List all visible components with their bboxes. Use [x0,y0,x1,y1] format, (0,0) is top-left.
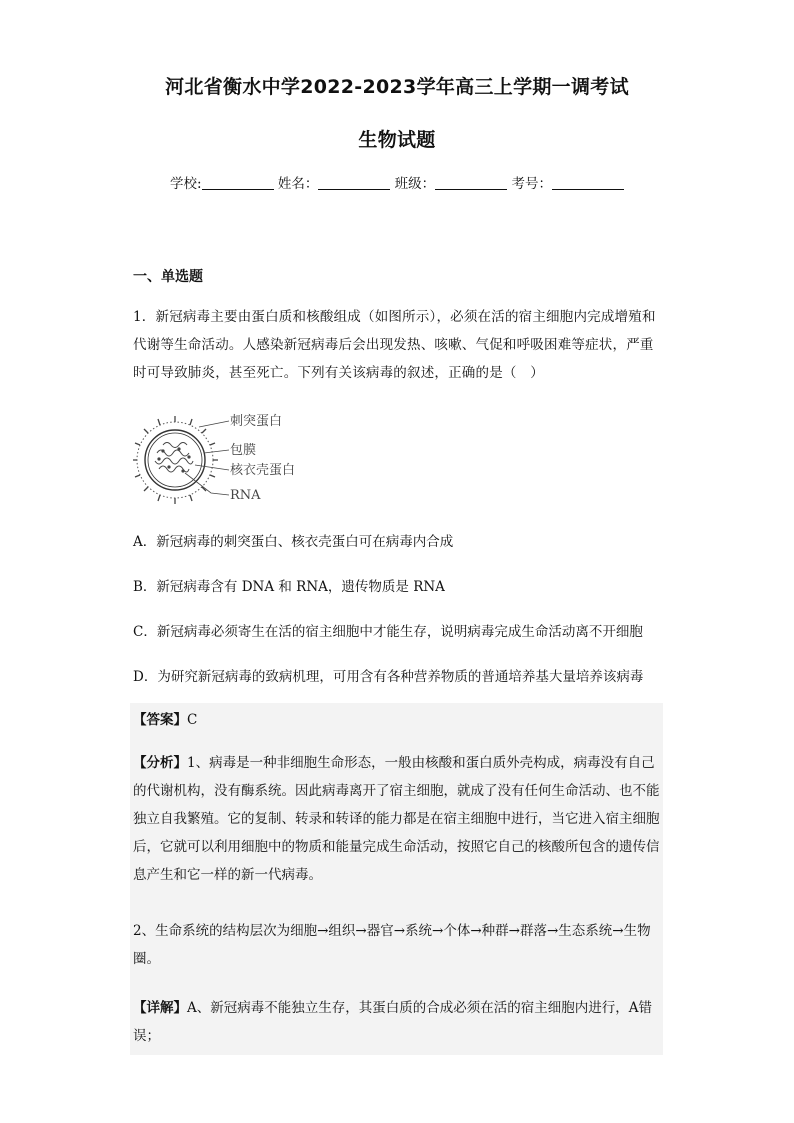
school-blank[interactable] [202,175,274,190]
detail-label: 【详解】 [133,1000,187,1016]
analysis-paragraph [133,749,661,889]
detail-text: A、新冠病毒不能独立生存，其蛋白质的合成必须在活的宿主细胞内进行，A错误； [133,1000,652,1044]
analysis-label: 【分析】 [133,755,187,771]
class-blank[interactable] [435,175,507,190]
name-label: 姓名： [277,176,319,192]
analysis-point-2: 2、生命系统的结构层次为细胞→组织→器官→系统→个体→种群→群落→生态系统→生物圈。 [133,923,651,967]
option-d[interactable]: D．为研究新冠病毒的致病机理，可用含有各种营养物质的普通培养基大量培养该病毒 [133,669,644,685]
question-1-stem: 1．新冠病毒主要由蛋白质和核酸组成（如图所示），必须在活的宿主细胞内完成增殖和代谢等生命活动。人感染新冠病毒后会出现发热、咳嗽、气促和呼吸困难等症状，严重时可导致肺炎，甚至死亡。下列有关该病毒的叙述，正确的是（ ） [133,309,656,381]
name-blank[interactable] [318,175,390,190]
option-b[interactable]: B．新冠病毒含有 DNA 和 RNA，遗传物质是 RNA [133,579,445,595]
section-title: 一、单选题 [133,269,203,285]
virus-illustration [137,422,213,498]
student-info-row [0,172,794,192]
detail-paragraph [133,994,661,1050]
exam-number-label: 考号： [511,176,552,192]
answer-value: C [187,712,198,728]
option-a[interactable]: A．新冠病毒的刺突蛋白、核衣壳蛋白可在病毒内合成 [133,534,454,550]
exam-subtitle: 生物试题 [358,129,436,151]
option-c[interactable]: C．新冠病毒必须寄生在活的宿主细胞中才能生存，说明病毒完成生命活动离不开细胞 [133,624,643,640]
label-rna: RNA [230,488,261,503]
exam-title: 河北省衡水中学2022-2023学年高三上学期一调考试 [165,76,629,98]
school-label: 学校: [170,176,202,192]
label-nucleocapsid-protein: 核衣壳蛋白 [230,463,296,478]
label-envelope: 包膜 [230,443,257,458]
answer-label: 【答案】 [133,712,187,728]
analysis-text: 1、病毒是一种非细胞生命形态，一般由核酸和蛋白质外壳构成，病毒没有自己的代谢机构，没有酶系统。因此病毒离开了宿主细胞，就成了没有任何生命活动、也不能独立自我繁殖。它的复制、转录和转译的能力都是在宿主细胞中进行，当它进入宿主细胞后，它就可以利用细胞中的物质和能量完成生命活动，按照它自己的核酸所包含的遗传信息产生和它一样的新一代病毒。 [133,755,660,883]
answer-line [133,706,661,734]
class-label: 班级： [394,176,436,192]
exam-number-blank[interactable] [552,175,624,190]
label-spike-protein: 刺突蛋白 [230,414,283,429]
virus-diagram [133,405,303,505]
